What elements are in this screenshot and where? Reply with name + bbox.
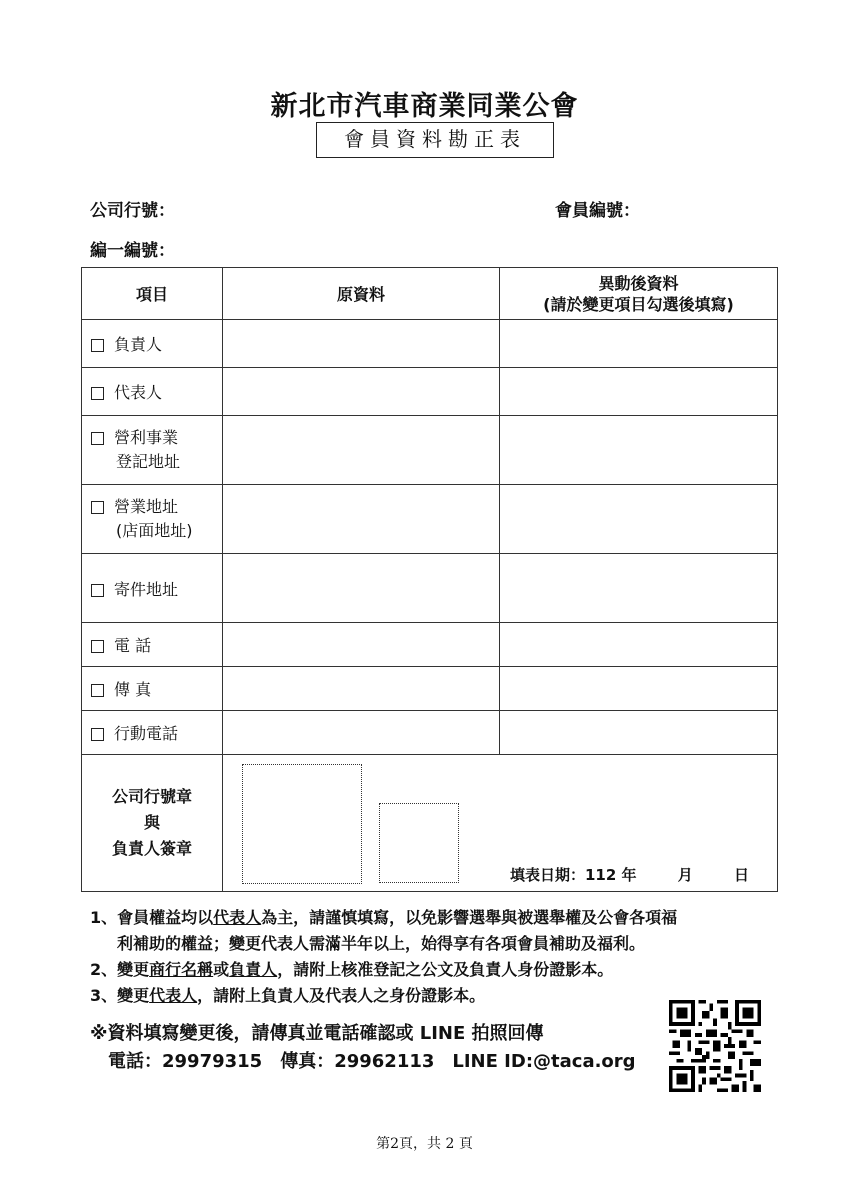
note-emphasis: 代表人	[213, 908, 262, 927]
company-seal-box[interactable]	[242, 764, 362, 884]
note-1	[90, 905, 790, 931]
changed-data-cell[interactable]	[500, 416, 778, 485]
original-data-cell[interactable]	[223, 623, 500, 667]
seal-label-cell	[82, 755, 223, 892]
changed-data-cell[interactable]	[500, 667, 778, 711]
seal-label-line2: 與	[143, 813, 160, 832]
checkbox[interactable]	[91, 684, 104, 697]
note-1-continued: 利補助的權益；變更代表人需滿半年以上，始得享有各項會員補助及福利。	[117, 934, 646, 953]
table-row	[82, 667, 778, 711]
header-changed	[500, 268, 778, 320]
table-row	[82, 320, 778, 368]
fill-date-day: 日	[733, 866, 749, 884]
changed-data-cell[interactable]	[500, 320, 778, 368]
table-row	[82, 368, 778, 416]
original-data-cell[interactable]	[223, 554, 500, 623]
tax-id-label: 編一編號：	[90, 241, 175, 261]
notes-section	[90, 905, 790, 1009]
fill-date-label: 填表日期：112 年	[509, 866, 637, 884]
changed-data-cell[interactable]	[500, 711, 778, 755]
table-row	[82, 416, 778, 485]
header-item: 項目	[82, 268, 223, 320]
row-label: 傳 真	[114, 680, 152, 699]
seal-area	[223, 755, 778, 892]
row-item-cell	[82, 623, 223, 667]
header-changed-title: 異動後資料	[598, 273, 679, 293]
row-label: 行動電話	[114, 724, 179, 743]
row-item-cell	[82, 485, 223, 554]
checkbox[interactable]	[91, 339, 104, 352]
original-data-cell[interactable]	[223, 416, 500, 485]
checkbox[interactable]	[91, 640, 104, 653]
fill-date	[504, 864, 749, 885]
row-item-cell	[82, 554, 223, 623]
changed-data-cell[interactable]	[500, 623, 778, 667]
note-text: 2、變更	[90, 960, 150, 979]
original-data-cell[interactable]	[223, 320, 500, 368]
note-text: 3、變更	[90, 986, 150, 1005]
form-title: 新北市汽車商業同業公會	[270, 91, 579, 122]
header-changed-hint: (請於變更項目勾選後填寫)	[543, 294, 734, 314]
changed-data-cell[interactable]	[500, 485, 778, 554]
row-label-continued: (店面地址)	[116, 521, 193, 540]
note-emphasis: 代表人	[149, 986, 198, 1005]
row-label: 營業地址	[114, 497, 179, 516]
company-name-label: 公司行號：	[90, 201, 175, 221]
row-item-cell	[82, 667, 223, 711]
owner-seal-box[interactable]	[379, 803, 459, 883]
checkbox[interactable]	[91, 584, 104, 597]
qr-code-icon	[669, 1000, 761, 1092]
checkbox[interactable]	[91, 432, 104, 445]
row-label-continued: 登記地址	[116, 452, 181, 471]
table-row	[82, 554, 778, 623]
row-label: 負責人	[114, 335, 163, 354]
contact-info	[90, 1020, 636, 1076]
member-number-label: 會員編號：	[555, 201, 640, 221]
changed-data-cell[interactable]	[500, 368, 778, 416]
page-number: 第2頁，共 2 頁	[376, 1136, 473, 1152]
contact-numbers: 電話：29979315 傳真：29962113 LINE ID:@taca.org	[108, 1051, 636, 1072]
checkbox[interactable]	[91, 728, 104, 741]
header-original: 原資料	[223, 268, 500, 320]
note-text: 1、會員權益均以	[90, 908, 214, 927]
contact-instruction: ※資料填寫變更後，請傳真並電話確認或 LINE 拍照回傳	[90, 1023, 544, 1044]
row-item-cell	[82, 368, 223, 416]
row-label: 營利事業	[114, 428, 179, 447]
note-text: 或	[213, 960, 230, 979]
table-row	[82, 711, 778, 755]
table-row	[82, 485, 778, 554]
seal-label-line3: 負責人簽章	[111, 839, 192, 858]
table-row	[82, 623, 778, 667]
member-data-table	[81, 267, 778, 892]
fill-date-month: 月	[677, 866, 693, 884]
table-header-row	[82, 268, 778, 320]
row-item-cell	[82, 711, 223, 755]
form-subtitle: 會員資料勘正表	[316, 122, 554, 158]
note-text: ，請附上負責人及代表人之身份證影本。	[197, 986, 486, 1005]
original-data-cell[interactable]	[223, 711, 500, 755]
note-text: 為主，請謹慎填寫，以免影響選舉與被選舉權及公會各項福	[261, 908, 678, 927]
note-emphasis: 商行名稱	[149, 960, 214, 979]
row-label: 寄件地址	[114, 579, 179, 599]
seal-label-line1: 公司行號章	[111, 787, 192, 806]
row-item-cell	[82, 416, 223, 485]
note-text: ，請附上核准登記之公文及負責人身份證影本。	[277, 960, 614, 979]
note-emphasis: 負責人	[229, 960, 278, 979]
checkbox[interactable]	[91, 387, 104, 400]
row-item-cell	[82, 320, 223, 368]
original-data-cell[interactable]	[223, 667, 500, 711]
row-label: 代表人	[114, 383, 163, 402]
original-data-cell[interactable]	[223, 485, 500, 554]
original-data-cell[interactable]	[223, 368, 500, 416]
seal-row	[82, 755, 778, 892]
changed-data-cell[interactable]	[500, 554, 778, 623]
row-label: 電 話	[114, 636, 152, 655]
checkbox[interactable]	[91, 501, 104, 514]
note-2	[90, 957, 790, 983]
